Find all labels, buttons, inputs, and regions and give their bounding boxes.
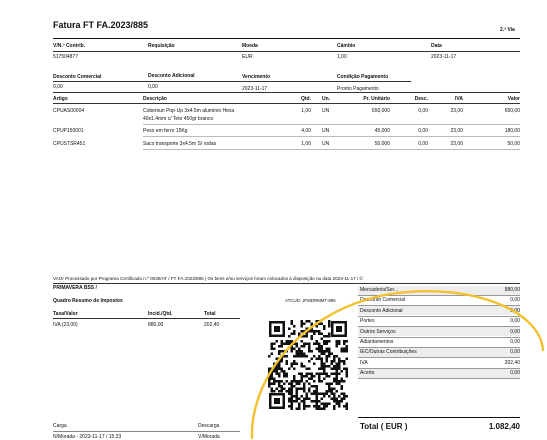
total-value: 1.082,40 bbox=[488, 422, 520, 431]
totals-row-divider bbox=[358, 357, 520, 358]
carga-label: Carga bbox=[53, 423, 67, 429]
label-condicao-pagamento: Condição Pagamento bbox=[337, 74, 389, 80]
qr-code-icon bbox=[268, 320, 348, 410]
item-iva: 23,00 bbox=[450, 108, 463, 114]
carga-value: N/Morada - 2023-11-17 / 15:23 bbox=[53, 434, 122, 440]
item-preco: 650,000 bbox=[371, 108, 390, 114]
carga-divider bbox=[53, 431, 240, 432]
software-label: PRIMAVERA BSS / bbox=[53, 285, 97, 291]
totals-row-divider bbox=[358, 316, 520, 317]
item-un: UN bbox=[322, 128, 330, 134]
row-divider bbox=[143, 149, 520, 150]
item-qtd: 1,00 bbox=[301, 108, 311, 114]
item-descricao: Cobersun Pop-Up 3x4.5m alumínio Hexa bbox=[143, 108, 235, 114]
items-header-divider bbox=[53, 103, 520, 104]
item-descricao: Saco transporte 3x4.5m S/ rodas bbox=[143, 141, 217, 147]
totals-row-label: Outros Serviços bbox=[360, 328, 396, 335]
value-contrib: 517504877 bbox=[53, 54, 79, 60]
value-desconto-comercial: 0,00 bbox=[53, 84, 63, 90]
label-contrib: V/N.º Contrib. bbox=[53, 43, 86, 49]
item-un: UN bbox=[322, 108, 330, 114]
label-requisicao: Requisição bbox=[148, 43, 175, 49]
item-iva: 23,00 bbox=[450, 141, 463, 147]
tax-col-total: Total bbox=[204, 311, 216, 317]
totals-row-label: Mercadoria/Ser... bbox=[360, 287, 399, 293]
value-desconto-adicional: 0,00 bbox=[148, 84, 158, 90]
item-desc: 0,00 bbox=[418, 128, 428, 134]
label-data: Data bbox=[431, 43, 442, 49]
value-data: 2023-11-17 bbox=[431, 54, 457, 60]
copy-label: 2.ª Via bbox=[500, 27, 515, 33]
value-moeda: EUR bbox=[242, 54, 253, 60]
label-moeda: Moeda bbox=[242, 43, 258, 49]
certification-note: VAOr Processado por Programa Certificado n.º 0030/AT / FT FA.2023/885 | Os bens e/ou serviços foram colocados à disposição na data 2023-11-17 / © bbox=[53, 276, 363, 281]
col-preco: Pr. Unitário bbox=[363, 96, 390, 102]
totals-row-value: 202,40 bbox=[504, 359, 520, 366]
totals-row-label: IVA bbox=[360, 359, 368, 366]
value-vencimento: 2023-11-17 bbox=[242, 86, 268, 92]
col-artigo: Artigo bbox=[53, 96, 68, 102]
col-un: Un. bbox=[322, 96, 331, 102]
label-desconto-adicional: Desconto Adicional bbox=[148, 73, 195, 79]
item-valor: 180,00 bbox=[504, 128, 520, 134]
totals-row-value: 0,00 bbox=[510, 307, 520, 314]
item-descricao-line2: 40x1.4mm c/ Teto 450gr branco bbox=[143, 116, 214, 122]
tax-taxa: IVA (23,00) bbox=[53, 322, 78, 328]
col-iva: IVA bbox=[455, 96, 463, 102]
totals-row-divider bbox=[358, 295, 520, 296]
row1-divider bbox=[53, 51, 520, 52]
atcud-code: ATCUD: JFMDRMMT-885 bbox=[285, 298, 336, 303]
tax-col-incid: Incid./Qtd. bbox=[148, 311, 173, 317]
descarga-label: Descarga bbox=[198, 423, 220, 429]
item-artigo: CPUP150001 bbox=[53, 128, 84, 134]
totals-row-label: Desconto Comercial bbox=[360, 297, 406, 304]
totals-row-value: 0,00 bbox=[510, 328, 520, 335]
header-divider bbox=[53, 38, 520, 39]
totals-row-label: Adiantamentos bbox=[360, 339, 394, 345]
col-qtd: Qtd. bbox=[301, 96, 311, 102]
tax-col-taxa: Taxa/Valor bbox=[53, 311, 78, 317]
row2-divider bbox=[53, 81, 411, 82]
item-artigo: CPUAS00004 bbox=[53, 108, 85, 114]
totals-row-value: 0,00 bbox=[510, 339, 520, 345]
tax-summary-title: Quadro Resumo de Impostos bbox=[53, 298, 123, 304]
totals-row-label: Desconto Adicional bbox=[360, 307, 403, 314]
descarga-value: V/Morada bbox=[198, 434, 220, 440]
label-desconto-comercial: Desconto Comercial bbox=[53, 74, 102, 80]
col-valor: Valor bbox=[507, 96, 520, 102]
tax-total: 202,40 bbox=[204, 322, 220, 328]
item-artigo: CPUSTSR451 bbox=[53, 141, 86, 147]
totals-row-value: 0,00 bbox=[510, 318, 520, 325]
item-valor: 50,00 bbox=[507, 141, 520, 147]
item-preco: 45,000 bbox=[374, 128, 390, 134]
item-desc: 0,00 bbox=[418, 141, 428, 147]
item-iva: 23,00 bbox=[450, 128, 463, 134]
qr-code bbox=[268, 320, 348, 410]
item-qtd: 4,00 bbox=[301, 128, 311, 134]
total-label: Total ( EUR ) bbox=[360, 422, 408, 431]
invoice-title: Fatura FT FA.2023/885 bbox=[53, 20, 149, 30]
tax-header-divider bbox=[53, 318, 240, 319]
item-descricao: Peso em ferro 15Kg bbox=[143, 128, 188, 134]
value-condicao-pagamento: Pronto Pagamento bbox=[337, 86, 379, 92]
items-top-divider bbox=[53, 92, 520, 93]
totals-row-value: 0,00 bbox=[510, 349, 520, 356]
totals-row-value: 0,00 bbox=[510, 297, 520, 304]
totals-row-divider bbox=[358, 378, 520, 379]
value-cambio: 1,00 bbox=[337, 54, 347, 60]
col-desc: Desc. bbox=[414, 96, 428, 102]
label-vencimento: Vencimento bbox=[242, 74, 271, 80]
tax-incid: 880,00 bbox=[148, 322, 164, 328]
totals-row-value: 880,00 bbox=[504, 287, 520, 293]
item-qtd: 1,00 bbox=[301, 141, 311, 147]
row-divider bbox=[143, 124, 520, 125]
item-preco: 50,000 bbox=[374, 141, 390, 147]
footer-divider bbox=[53, 283, 520, 284]
totals-row-label: Acerto bbox=[360, 370, 375, 377]
item-valor: 650,00 bbox=[504, 108, 520, 114]
totals-row-value: 0,00 bbox=[510, 370, 520, 377]
item-un: UN bbox=[322, 141, 330, 147]
item-desc: 0,00 bbox=[418, 108, 428, 114]
label-cambio: Câmbio bbox=[337, 43, 356, 49]
total-divider bbox=[358, 417, 520, 418]
totals-row-divider bbox=[358, 337, 520, 338]
totals-row-label: IEC/Outras Contribuições bbox=[360, 349, 417, 356]
col-descricao: Descrição bbox=[143, 96, 167, 102]
row-divider bbox=[143, 136, 520, 137]
totals-row-label: Portes bbox=[360, 318, 375, 325]
